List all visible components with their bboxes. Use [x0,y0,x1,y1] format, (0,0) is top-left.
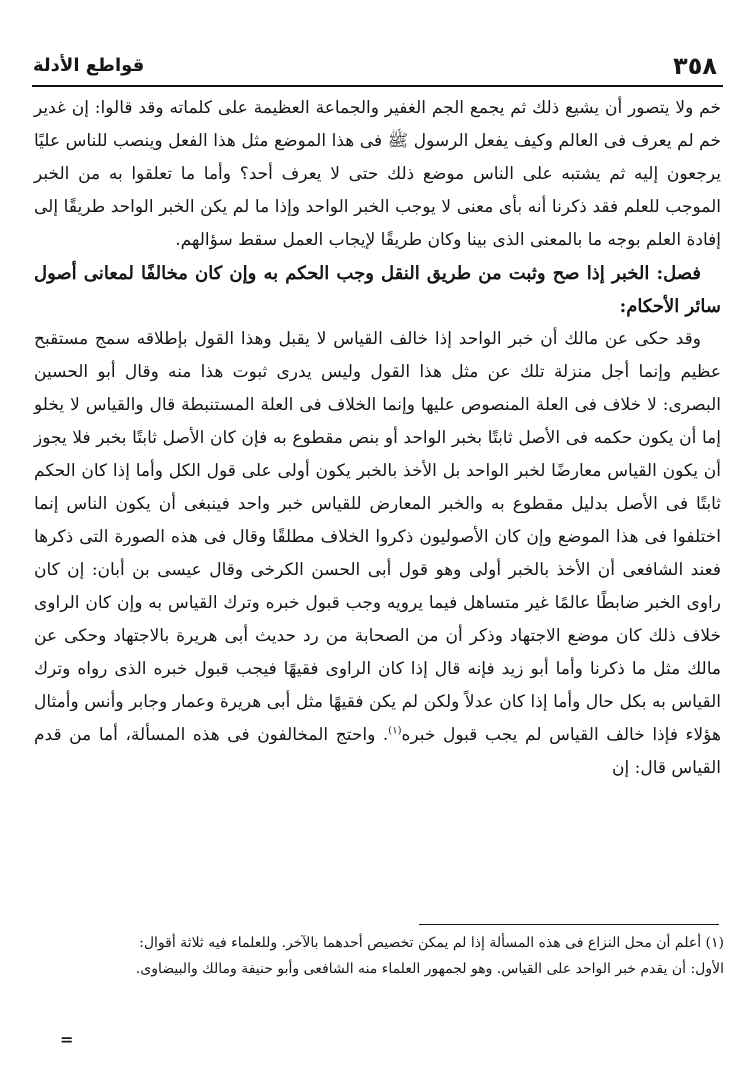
header-rule [32,85,723,87]
footnote-rule [419,924,719,925]
footnote-reference: (١) [388,725,402,737]
running-title: قواطع الأدلة [33,55,145,76]
footnote-1-first-opinion: الأول: أن يقدم خبر الواحد على القياس. وهو لجمهور العلماء منه الشافعى وأبو حنيفة ومالك والبيضاوى. [135,961,724,977]
paragraph-2-end: . واحتج المخالفون فى هذه المسألة، أما من قدم القياس قال: إن [34,725,721,778]
footnote-1: (١) أعلم أن محل النزاع فى هذه المسألة إذا لم يمكن تخصيص أحدهما بالآخر. وللعلماء فيه ثلاثة أقوال: [139,935,724,951]
main-text [34,92,721,912]
paragraph-1: خم ولا يتصور أن يشيع ذلك ثم يجمع الجم الغفير والجماعة العظيمة على كلماته وقد قالوا: إن غدير خم لم يعرف فى العالم وكيف يفعل الرسول ﷺ فى هذا الموضع مثل هذا الفعل وينصب للناس عليًا يرجعون إليه ثم يشتبه على الناس موضع ذلك حتى لا يعرف أحد؟ وأما ما تعلقوا به من الخبر الموجب للعلم فقد ذكرنا أنه بأى معنى لا يوجب الخبر الواحد وإذا ما لم يكن الخبر الواحد طريقًا إلى إفادة العلم بوجه ما بالمعنى الذى بينا وكان طريقًا لإيجاب العمل سقط سؤالهم. [34,98,721,250]
footnotes [34,930,724,982]
continuation-mark: = [60,1030,74,1049]
section-heading: فصل: الخبر إذا صح وثبت من طريق النقل وجب الحكم به وإن كان مخالفًا لمعانى أصول سائر الأحكام: [34,263,721,317]
paragraph-2-text: وقد حكى عن مالك أن خبر الواحد إذا خالف القياس لا يقبل وهذا القول بإطلاقه سمج مستقبح عظيم وإنما أجل منزلة تلك عن مثل هذا القول وليس يدرى ثبوت هذا منه وقال أبو الحسين البصرى: لا خلاف فى العلة المنصوص عليها وإنما الخلاف فى العلة المستنبطة قال والقياس لا يخلو إما أن يكون حكمه فى الأصل ثابتًا بخبر الواحد أو بنص مقطوع به فإن كان الأصل ثابتًا بخبر فلا يجوز أن يكون القياس معارضًا لخبر الواحد بل الأخذ بالخبر يكون أولى على قول الكل وأما إذا كان الحكم ثابتًا فى الأصل بدليل مقطوع به والخبر المعارض للقياس خبر واحد فينبغى أن يكون الناس إنما اختلفوا فى هذا الموضع وإن كان الأصوليون ذكروا الخلاف مطلقًا وقال فى هذه الصورة التى ذكرها فعند الشافعى أن الأخذ بالخبر أولى وهو قول أبى الحسن الكرخى وقال عيسى بن أبان: إن كان راوى الخبر ضابطًا عالمًا غير متساهل فيما يرويه وجب قبول خبره وترك القياس به وإن كان الراوى خلاف ذلك كان موضع الاجتهاد وذكر أن من الصحابة من رد حديث أبى هريرة بالاجتهاد وحكى عن مالك مثل ما ذكرنا وأما أبو زيد فإنه قال إذا كان الراوى فقيهًا فيجب قبول خبره الذى رواه وترك القياس به بكل حال وأما إذا كان عدلاً ولكن لم يكن فقيهًا مثل أبى هريرة وعمار وجابر وأنس وأمثال هؤلاء فإذا خالف القياس لم يجب قبول خبره [34,329,721,745]
page-number: ٣٥٨ [673,52,717,80]
paragraph-2 [34,323,721,785]
